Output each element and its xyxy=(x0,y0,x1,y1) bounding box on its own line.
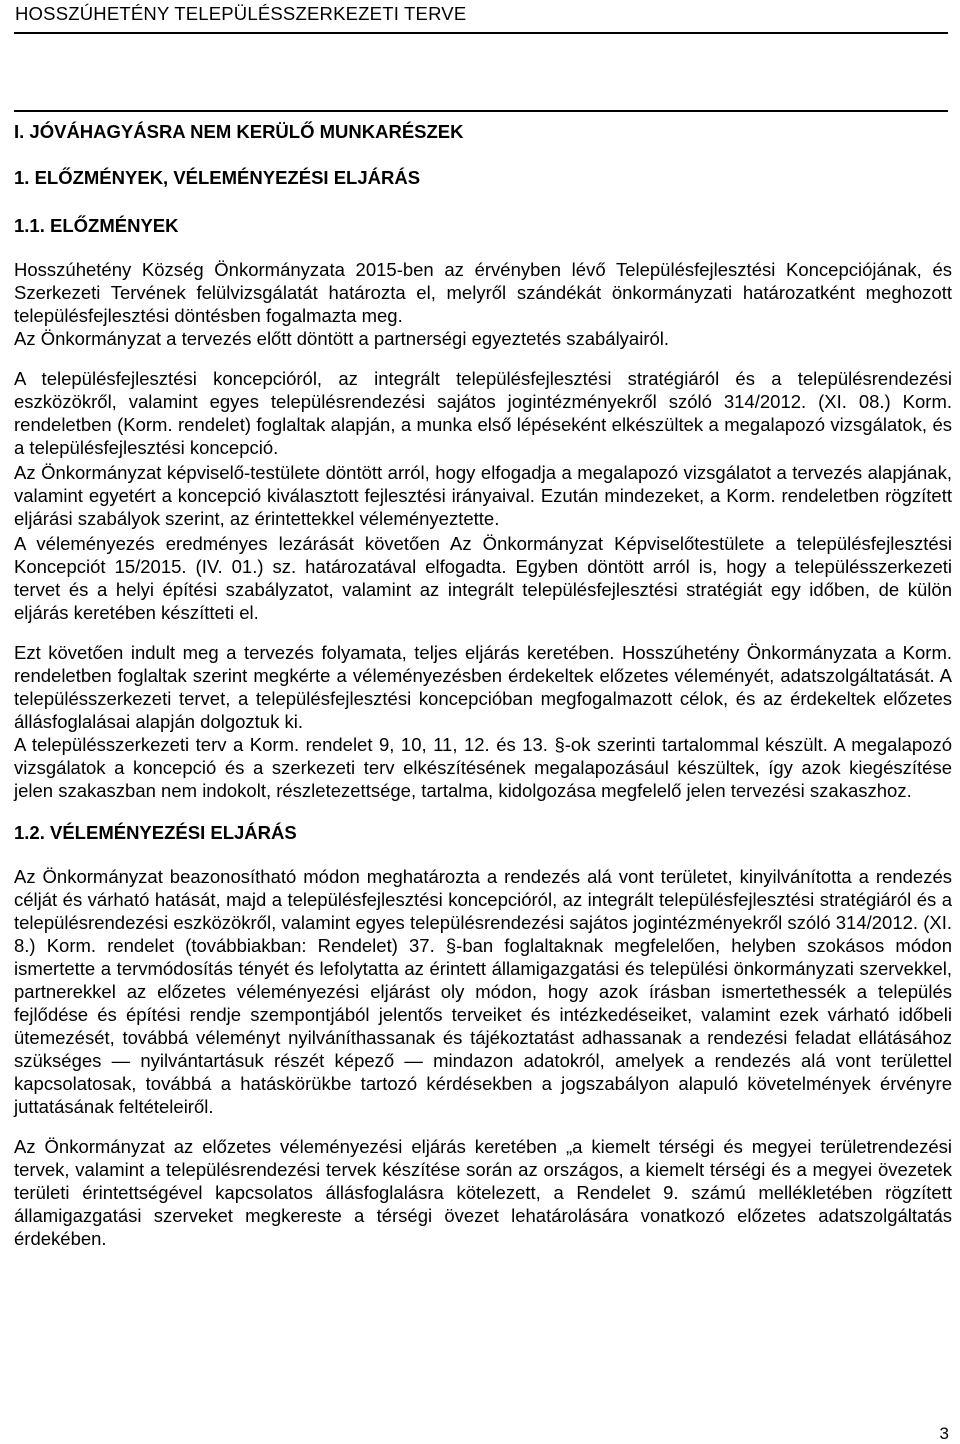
paragraph: Az Önkormányzat a tervezés előtt döntött a partnerségi egyeztetés szabályairól. xyxy=(14,328,670,349)
document-body xyxy=(14,118,952,1250)
paragraph: A véleményezés eredményes lezárását követően Az Önkormányzat Képviselőtestülete a településfejlesztési Koncepciót 15/2015. (IV. 01.) sz. határozatával elfogadta. Egyben döntött arról is, hogy a településszerkezeti tervet és a helyi építési szabályzatot, valamint az integrált településfejlesztési stratégiát egy időben, de külön eljárás keretében készítteti el. xyxy=(14,533,952,623)
paragraph: Ezt követően indult meg a tervezés folyamata, teljes eljárás keretében. Hosszúhetény Önkormányzata a Korm. rendeletben foglaltak szerint megkérte a véleményezésben érdekeltek előzetes véleményét, adatszolgáltatását. A településszerkezeti tervet, a településfejlesztési koncepcióban megfogalmazott célok, és az érdekeltek előzetes állásfoglalásai alapján dolgoztuk ki. xyxy=(14,642,952,732)
page-number: 3 xyxy=(939,1424,949,1443)
paragraph: Az Önkormányzat az előzetes véleményezési eljárás keretében „a kiemelt térségi és megyei területrendezési tervek, valamint a településrendezési tervek készítése során az országos, a kiemelt térségi és a megyei övezetek területi érintettségével kapcsolatos állásfoglalásra kötelezett, a Rendelet 9. számú mellékletében rögzített államigazgatási szerveket megkereste a térségi övezet lehatárolására vonatkozó előzetes adatszolgáltatás érdekében. xyxy=(14,1136,952,1249)
paragraph: A településszerkezeti terv a Korm. rendelet 9, 10, 11, 12. és 13. §-ok szerinti tartalommal készült. A megalapozó vizsgálatok a koncepció és a szerkezeti terv elkészítésének megalapozásául készültek, így azok kiegészítése jelen szakaszban nem indokolt, részletezettsége, tartalma, kidolgozása megfelelő jelen tervezési szakaszhoz. xyxy=(14,734,952,801)
paragraph: Hosszúhetény Község Önkormányzata 2015-ben az érvényben lévő Településfejlesztési Koncepciójának, és Szerkezeti Tervének felülvizsgálatát határozta el, melyről szándékát önkormányzati határozatként meghozott településfejlesztési döntésben fogalmazta meg. xyxy=(14,259,952,326)
paragraph: Az Önkormányzat beazonosítható módon meghatározta a rendezés alá vont területet, kinyilvánította a rendezés célját és várható hatását, majd a településfejlesztési koncepcióról, az integrált településfejlesztési stratégiáról és a településrendezési eszközökről, valamint egyes településrendezési sajátos jogintézményekről szóló 314/2012. (XI. 8.) Korm. rendelet (továbbiakban: Rendelet) 37. §-ban foglaltaknak megfelelően, helyben szokásos módon ismertette a tervmódosítás tényét és lefolytatta az érintett államigazgatási és települési önkormányzati szervekkel, partnerekkel az előzetes véleményezési eljárást oly módon, hogy azok írásban ismertethessék a település fejlődése és építési rendje szempontjából jelentős terveiket és intézkedéseiket, valamint ezek várható időbeli ütemezését, továbbá véleményt nyilváníthassanak és tájékoztatást adhassanak a rendezési feladat ellátásához szükséges — nyilvántartásuk részét képező — mindazon adatokról, amelyek a rendezés alá vont területtel kapcsolatosak, továbbá a hatáskörükbe tartozó kérdésekben a jogszabályon alapuló követelmények érvényre juttatásának feltételeiről. xyxy=(14,866,952,1117)
paragraph: Az Önkormányzat képviselő-testülete döntött arról, hogy elfogadja a megalapozó vizsgálatot a tervezés alapjának, valamint egyetért a koncepció kiválasztott fejlesztési irányaival. Ezután mindezeket, a Korm. rendeletben rögzített eljárási szabályok szerint, az érintettekkel véleményeztette. xyxy=(14,462,952,529)
running-header-title: HOSSZÚHETÉNY TELEPÜLÉSSZERKEZETI TERVE xyxy=(15,3,467,24)
part-title: I. JÓVÁHAGYÁSRA NEM KERÜLŐ MUNKARÉSZEK xyxy=(14,121,464,142)
section-title-1-1: 1.1. ELŐZMÉNYEK xyxy=(14,215,179,236)
section-title-1-2: 1.2. VÉLEMÉNYEZÉSI ELJÁRÁS xyxy=(14,822,297,843)
header-rule-top xyxy=(14,32,948,34)
paragraph: A településfejlesztési koncepcióról, az integrált településfejlesztési stratégiáról és a településrendezési eszközökről, valamint egyes településrendezési sajátos jogintézményekről szóló 314/2012. (XI. 08.) Korm. rendeletben (Korm. rendelet) foglaltak alapján, a munka első lépéseként elkészültek a megalapozó vizsgálatok, és a településfejlesztési koncepció. xyxy=(14,368,952,458)
header-rule-bottom xyxy=(14,110,948,112)
chapter-title: 1. ELŐZMÉNYEK, VÉLEMÉNYEZÉSI ELJÁRÁS xyxy=(14,167,421,188)
